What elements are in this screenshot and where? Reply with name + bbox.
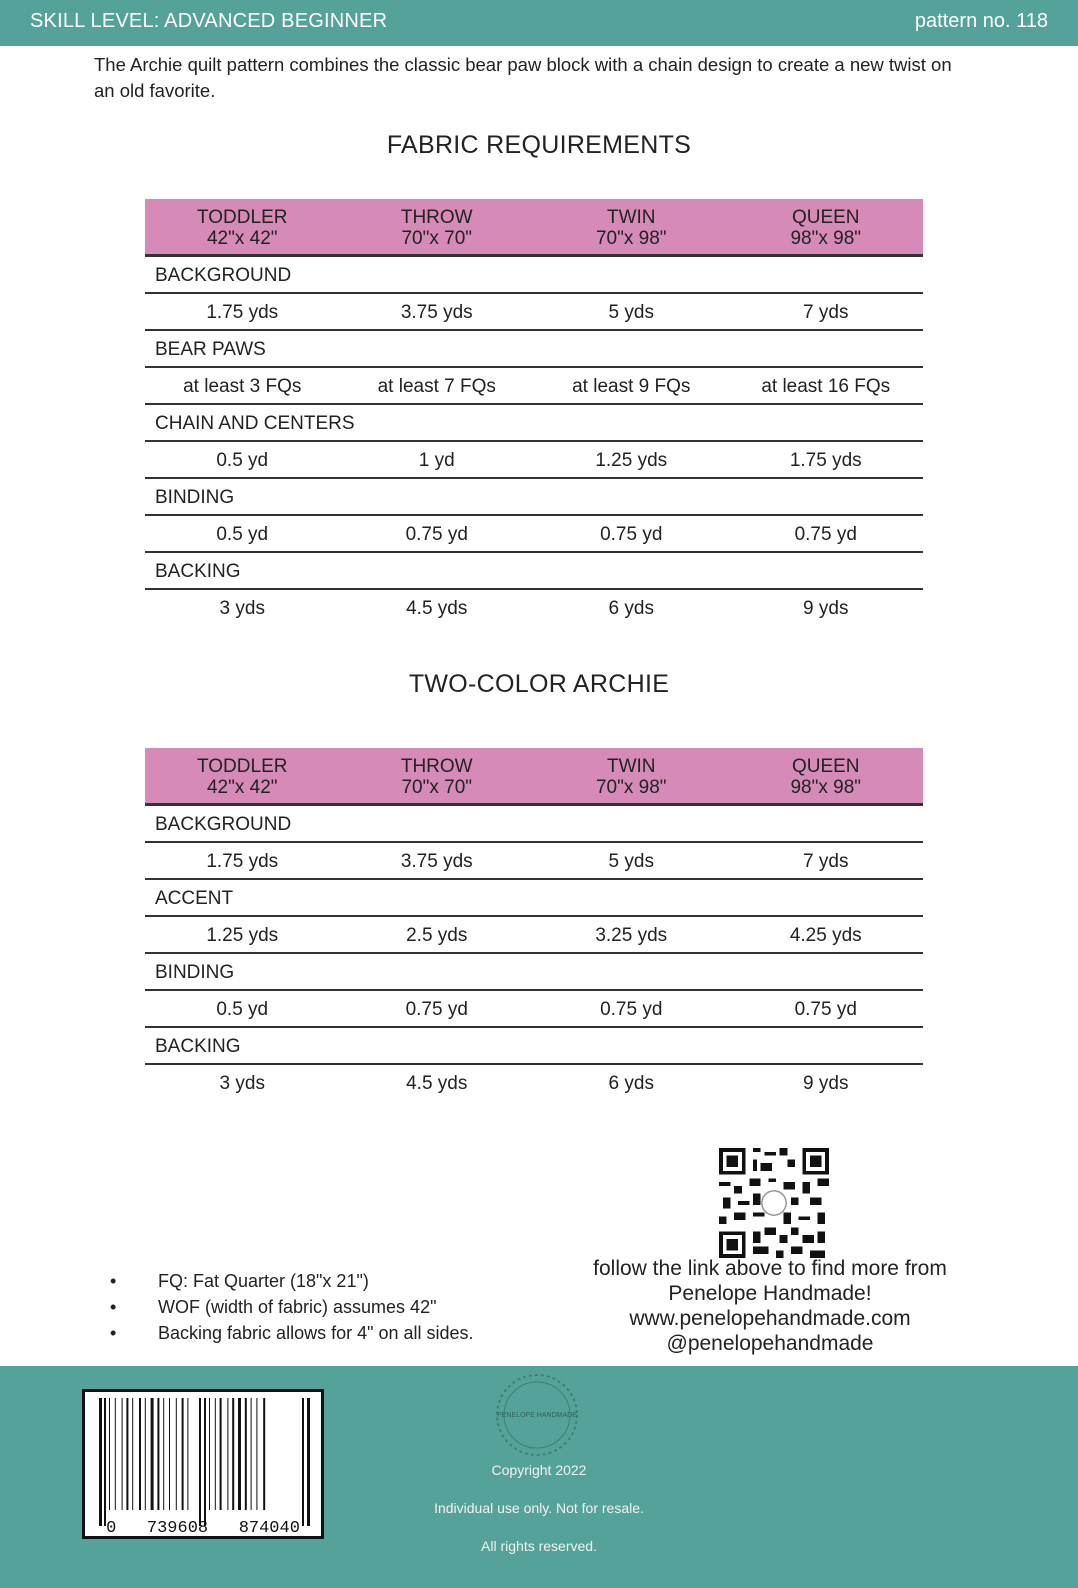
table-row — [145, 516, 923, 553]
size-dimensions: 42"x 42" — [206, 777, 278, 798]
category-row: BEAR PAWS — [145, 331, 923, 368]
barcode-bar — [227, 1398, 228, 1510]
barcode-bar — [145, 1398, 146, 1510]
pattern-number: pattern no. 118 — [914, 10, 1048, 32]
category-row: BINDING — [145, 954, 923, 991]
size-dimensions: 98"x 98" — [790, 228, 862, 249]
barcode-bar — [115, 1398, 116, 1510]
table-cell: at least 16 FQs — [761, 376, 891, 397]
fabric-requirements-title: FABRIC REQUIREMENTS — [386, 131, 692, 159]
table-cell: 5 yds — [608, 302, 654, 323]
table-cell: 4.5 yds — [406, 598, 468, 619]
table-cell: 1.25 yds — [206, 925, 279, 946]
table-row — [145, 590, 923, 627]
table-row — [145, 991, 923, 1028]
barcode-bar — [157, 1398, 159, 1510]
table-cell: 1 yd — [418, 450, 455, 471]
table-cell: 6 yds — [608, 1073, 654, 1094]
bullet-icon: • — [110, 1323, 117, 1343]
table-cell: 1.75 yds — [206, 302, 279, 323]
table-cell: at least 7 FQs — [377, 376, 496, 397]
category-row: BACKING — [145, 553, 923, 590]
table-row — [145, 442, 923, 479]
size-dimensions: 70"x 70" — [401, 777, 473, 798]
table-cell: 6 yds — [608, 598, 654, 619]
barcode-bar — [132, 1398, 133, 1510]
rights-text: All rights reserved. — [481, 1538, 597, 1554]
barcode-bar — [151, 1398, 154, 1510]
category-row: BINDING — [145, 479, 923, 516]
size-name: TWIN — [606, 207, 656, 228]
two-color-title: TWO-COLOR ARCHIE — [408, 670, 670, 698]
logo-text: PENELOPE HANDMADE — [497, 1412, 577, 1419]
size-name: THROW — [400, 207, 473, 228]
usage-text: Individual use only. Not for resale. — [434, 1500, 644, 1516]
qr-code-icon[interactable] — [716, 1148, 832, 1258]
copyright-text: Copyright 2022 — [491, 1462, 587, 1478]
notes-list — [110, 1268, 474, 1346]
size-name: THROW — [400, 756, 473, 777]
header-cell-throw — [340, 748, 535, 803]
barcode-bar — [169, 1398, 170, 1510]
table-cell: 2.5 yds — [406, 925, 468, 946]
table-row — [145, 1065, 923, 1102]
table-cell: 0.75 yd — [405, 999, 468, 1020]
follow-line-2: Penelope Handmade! — [668, 1282, 872, 1305]
social-handle-link[interactable]: @penelopehandmade — [666, 1332, 874, 1355]
table-cell: 3.75 yds — [400, 302, 473, 323]
table-cell: at least 9 FQs — [572, 376, 691, 397]
two-color-table — [145, 748, 923, 1102]
bullet-icon: • — [110, 1271, 117, 1291]
barcode-bar — [109, 1398, 110, 1510]
category-row: BACKING — [145, 1028, 923, 1065]
size-dimensions: 70"x 70" — [401, 228, 473, 249]
table-cell: 1.75 yds — [206, 851, 279, 872]
fabric-requirements-table — [145, 199, 923, 627]
size-name: TODDLER — [197, 207, 288, 228]
barcode-bar — [245, 1398, 247, 1510]
size-name: TODDLER — [197, 756, 288, 777]
header-cell-twin — [534, 748, 729, 803]
table-row — [145, 294, 923, 331]
barcode-bar — [182, 1398, 184, 1510]
size-name: QUEEN — [791, 207, 860, 228]
table-cell: 3.25 yds — [595, 925, 668, 946]
table-row — [145, 368, 923, 405]
table-cell: 0.5 yd — [216, 524, 269, 545]
barcode-bar — [139, 1398, 141, 1510]
size-dimensions: 70"x 98" — [595, 777, 667, 798]
table-cell: 0.75 yd — [600, 524, 663, 545]
table-cell: 9 yds — [803, 1073, 849, 1094]
list-item — [110, 1320, 474, 1346]
table-cell: 0.75 yd — [794, 524, 857, 545]
category-row: BACKGROUND — [145, 257, 923, 294]
table-header — [145, 199, 923, 257]
table-cell: at least 3 FQs — [183, 376, 302, 397]
barcode-bar — [251, 1398, 252, 1510]
table-cell: 9 yds — [803, 598, 849, 619]
top-banner — [0, 0, 1078, 46]
follow-line-1: follow the link above to find more from — [593, 1257, 947, 1280]
barcode-bar — [187, 1398, 188, 1510]
category-row: ACCENT — [145, 880, 923, 917]
barcode-bar — [220, 1398, 222, 1510]
barcode-bar — [176, 1398, 177, 1510]
header-cell-toddler — [145, 748, 340, 803]
skill-level: SKILL LEVEL: ADVANCED BEGINNER — [30, 10, 388, 32]
penelope-handmade-logo — [492, 1370, 582, 1460]
size-dimensions: 70"x 98" — [595, 228, 667, 249]
table-cell: 0.75 yd — [600, 999, 663, 1020]
barcode-bar — [256, 1398, 257, 1510]
table-cell: 0.75 yd — [794, 999, 857, 1020]
barcode-bar — [209, 1398, 210, 1510]
header-cell-toddler — [145, 199, 340, 254]
category-row: BACKGROUND — [145, 806, 923, 843]
intro-text: The Archie quilt pattern combines the classic bear paw block with a chain design to create a new twist on an old favorite. — [94, 54, 952, 101]
table-cell: 7 yds — [803, 851, 849, 872]
list-item — [110, 1294, 474, 1320]
table-row — [145, 917, 923, 954]
header-cell-throw — [340, 199, 535, 254]
size-name: TWIN — [606, 756, 656, 777]
size-dimensions: 98"x 98" — [790, 777, 862, 798]
table-cell: 1.25 yds — [595, 450, 668, 471]
table-cell: 0.5 yd — [216, 450, 269, 471]
note-text: Backing fabric allows for 4" on all sides. — [158, 1323, 474, 1343]
table-cell: 3.75 yds — [400, 851, 473, 872]
header-cell-queen — [729, 748, 924, 803]
table-cell: 4.25 yds — [789, 925, 862, 946]
category-row: CHAIN AND CENTERS — [145, 405, 923, 442]
table-cell: 5 yds — [608, 851, 654, 872]
table-row — [145, 843, 923, 880]
bullet-icon: • — [110, 1297, 117, 1317]
table-cell: 0.75 yd — [405, 524, 468, 545]
header-cell-twin — [534, 199, 729, 254]
barcode-bar — [263, 1398, 265, 1510]
size-name: QUEEN — [791, 756, 860, 777]
header-cell-queen — [729, 199, 924, 254]
note-text: FQ: Fat Quarter (18"x 21") — [158, 1271, 369, 1291]
barcode-bar — [122, 1398, 123, 1510]
barcode-bar — [163, 1398, 164, 1510]
barcode-bar — [215, 1398, 216, 1510]
website-link[interactable]: www.penelopehandmade.com — [629, 1307, 911, 1330]
barcode-number: 0 739608 874040 — [106, 1519, 300, 1536]
table-cell: 0.5 yd — [216, 999, 269, 1020]
table-cell: 7 yds — [803, 302, 849, 323]
follow-block — [560, 1256, 980, 1356]
size-dimensions: 42"x 42" — [206, 228, 278, 249]
list-item — [110, 1268, 474, 1294]
table-cell: 3 yds — [219, 598, 265, 619]
table-cell: 1.75 yds — [789, 450, 862, 471]
note-text: WOF (width of fabric) assumes 42" — [158, 1297, 437, 1317]
table-cell: 4.5 yds — [406, 1073, 468, 1094]
table-header — [145, 748, 923, 806]
barcode-bar — [238, 1398, 241, 1510]
barcode-bar — [232, 1398, 234, 1510]
table-cell: 3 yds — [219, 1073, 265, 1094]
barcode-bar — [126, 1398, 128, 1510]
